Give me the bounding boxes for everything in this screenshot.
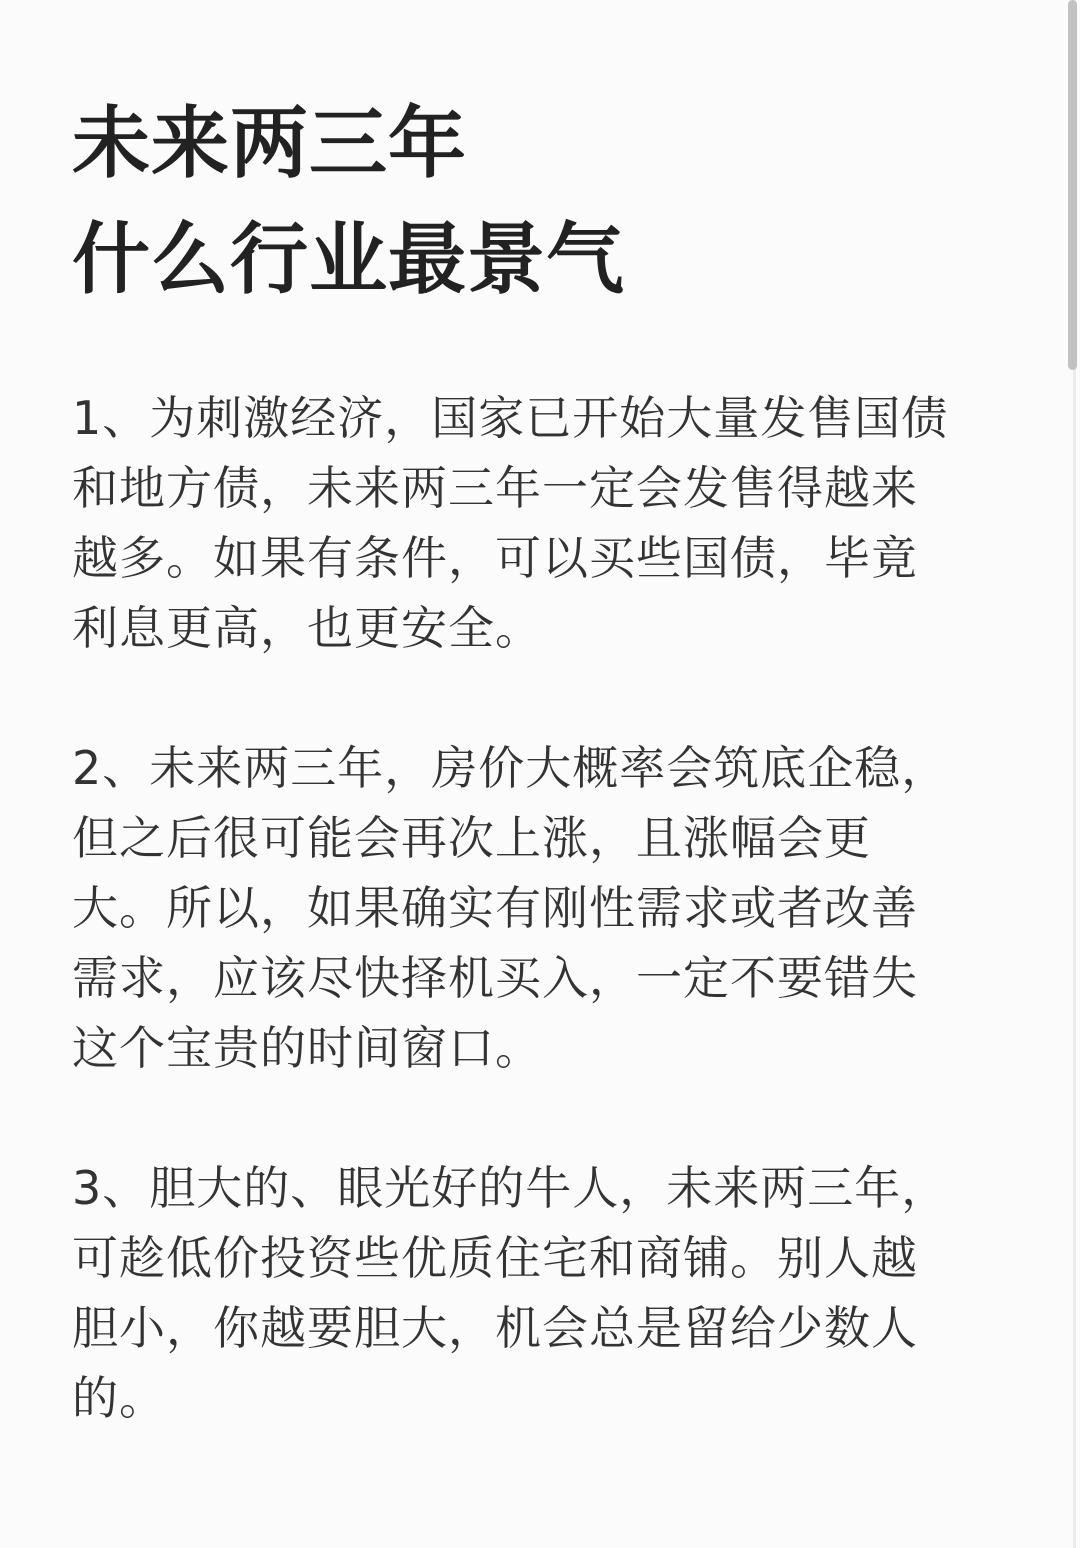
bottom-fade — [0, 1458, 1080, 1548]
title-line-1: 未来两三年 — [72, 99, 468, 189]
paragraph-1 — [72, 383, 1032, 663]
title-line-2: 什么行业最景气 — [72, 215, 626, 305]
paragraph-2 — [72, 733, 1032, 1083]
paragraph-line: 可趁低价投资些优质住宅和商铺。别人越 — [72, 1231, 918, 1285]
paragraph-line: 越多。如果有条件，可以买些国债，毕竟 — [72, 531, 918, 585]
paragraph-line: 和地方债，未来两三年一定会发售得越来 — [72, 461, 918, 515]
paragraph-line: 但之后很可能会再次上涨，且涨幅会更 — [72, 811, 871, 865]
paragraph-line: 的。 — [72, 1371, 166, 1425]
paragraph-line: 1、为刺激经济，国家已开始大量发售国债 — [72, 391, 949, 445]
paragraph-line: 2、未来两三年，房价大概率会筑底企稳， — [72, 741, 949, 795]
paragraph-line: 胆小，你越要胆大，机会总是留给少数人 — [72, 1301, 918, 1355]
paragraph-line: 需求，应该尽快择机买入，一定不要错失 — [72, 951, 918, 1005]
paragraph-3 — [72, 1153, 1032, 1433]
article-body — [72, 383, 1032, 1503]
paragraph-line: 大。所以，如果确实有刚性需求或者改善 — [72, 881, 918, 935]
scrollbar-thumb[interactable] — [1068, 0, 1077, 370]
paragraph-line: 3、胆大的、眼光好的牛人，未来两三年， — [72, 1161, 949, 1215]
article-title — [72, 86, 1032, 318]
paragraph-line: 这个宝贵的时间窗口。 — [72, 1021, 542, 1075]
paragraph-line: 利息更高，也更安全。 — [72, 601, 542, 655]
